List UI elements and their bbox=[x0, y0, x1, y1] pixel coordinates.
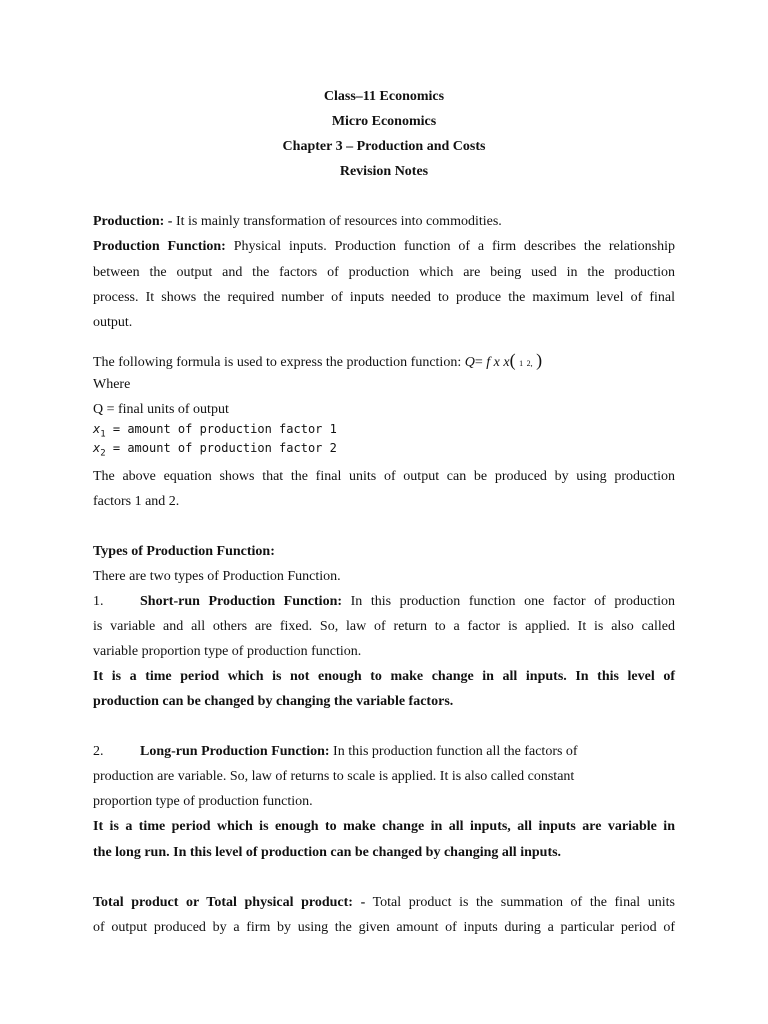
production-term: Production: - bbox=[93, 214, 173, 229]
types-intro: There are two types of Production Function. bbox=[93, 569, 341, 584]
short-run-bold-line2: production can be changed by changing the variable factors. bbox=[93, 694, 454, 709]
equation-note-line2: factors 1 and 2. bbox=[93, 494, 180, 509]
long-run-text: In this production function all the factors of bbox=[329, 744, 578, 759]
short-run-line1 bbox=[93, 593, 675, 611]
formula-sub1: 1 bbox=[519, 359, 524, 368]
formula-f: f bbox=[486, 355, 491, 370]
formula-x: x x bbox=[493, 355, 510, 370]
production-function-line4: output. bbox=[93, 315, 133, 330]
formula-close-paren: ) bbox=[536, 350, 543, 370]
short-run-line3: variable proportion type of production function. bbox=[93, 644, 362, 659]
x1-definition-text: = amount of production factor 1 bbox=[105, 422, 337, 436]
formula-x2-definition bbox=[93, 439, 337, 462]
long-run-bold-line2: the long run. In this level of production can be changed by changing all inputs. bbox=[93, 845, 562, 860]
total-product-text: Total product is the summation of the final units bbox=[365, 895, 675, 910]
formula-open-paren: ( bbox=[509, 350, 516, 370]
short-run-term: Short-run Production Function: bbox=[140, 594, 343, 609]
long-run-term: Long-run Production Function: bbox=[140, 744, 330, 759]
short-run-bold-line1: It is a time period which is not enough to make change in all inputs. In this level of bbox=[93, 669, 675, 684]
production-function-text: Physical inputs. Production function of a firm describes the relationship bbox=[225, 239, 675, 254]
formula-equals: = bbox=[474, 355, 487, 370]
production-function-line2: between the output and the factors of production which are being used in the production bbox=[93, 265, 675, 280]
x2-variable: x bbox=[93, 441, 101, 455]
total-product-line1 bbox=[93, 894, 675, 912]
class-title: Class–11 Economics bbox=[323, 89, 445, 104]
equation-note-line1: The above equation shows that the final units of output can be produced by using production bbox=[93, 469, 675, 484]
long-run-line2: production are variable. So, law of returns to scale is applied. It is also called constant bbox=[93, 769, 575, 784]
x2-subscript: 2 bbox=[100, 448, 106, 459]
subject-title: Micro Economics bbox=[331, 114, 437, 129]
short-run-text: In this production function one factor of production bbox=[342, 594, 676, 609]
short-run-line2: is variable and all others are fixed. So, law of return to a factor is applied. It is also called bbox=[93, 619, 675, 634]
formula-sub2: 2 bbox=[526, 359, 531, 368]
production-def-text: It is mainly transformation of resources into commodities. bbox=[172, 214, 502, 229]
x2-definition-text: = amount of production factor 2 bbox=[105, 441, 337, 455]
formula-line: The following formula is used to express the production function: Q= f x x( 1 2, ) bbox=[93, 350, 543, 370]
formula-q-definition: Q = final units of output bbox=[93, 402, 229, 417]
production-function-line3: process. It shows the required number of inputs needed to produce the maximum level of final bbox=[93, 290, 675, 305]
short-run-number: 1. bbox=[93, 594, 104, 609]
long-run-number: 2. bbox=[93, 744, 104, 759]
total-product-line2: of output produced by a firm by using the given amount of inputs during a particular period of bbox=[93, 920, 675, 935]
long-run-line3: proportion type of production function. bbox=[93, 794, 313, 809]
notes-title: Revision Notes bbox=[339, 164, 429, 179]
total-product-term: Total product or Total physical product: - bbox=[93, 895, 366, 910]
long-run-bold-line1: It is a time period which is enough to make change in all inputs, all inputs are variable in bbox=[93, 819, 675, 834]
production-definition bbox=[93, 213, 502, 231]
x1-subscript: 1 bbox=[100, 429, 106, 440]
long-run-line1 bbox=[93, 743, 578, 761]
production-function-term: Production Function: bbox=[93, 239, 226, 254]
x1-variable: x bbox=[93, 422, 101, 436]
formula-intro: The following formula is used to express the production function: bbox=[93, 355, 465, 370]
chapter-title: Chapter 3 – Production and Costs bbox=[282, 139, 486, 154]
formula-where: Where bbox=[93, 377, 131, 392]
production-function-line1 bbox=[93, 238, 675, 256]
types-heading: Types of Production Function: bbox=[93, 544, 275, 559]
formula-q: Q bbox=[464, 355, 475, 370]
